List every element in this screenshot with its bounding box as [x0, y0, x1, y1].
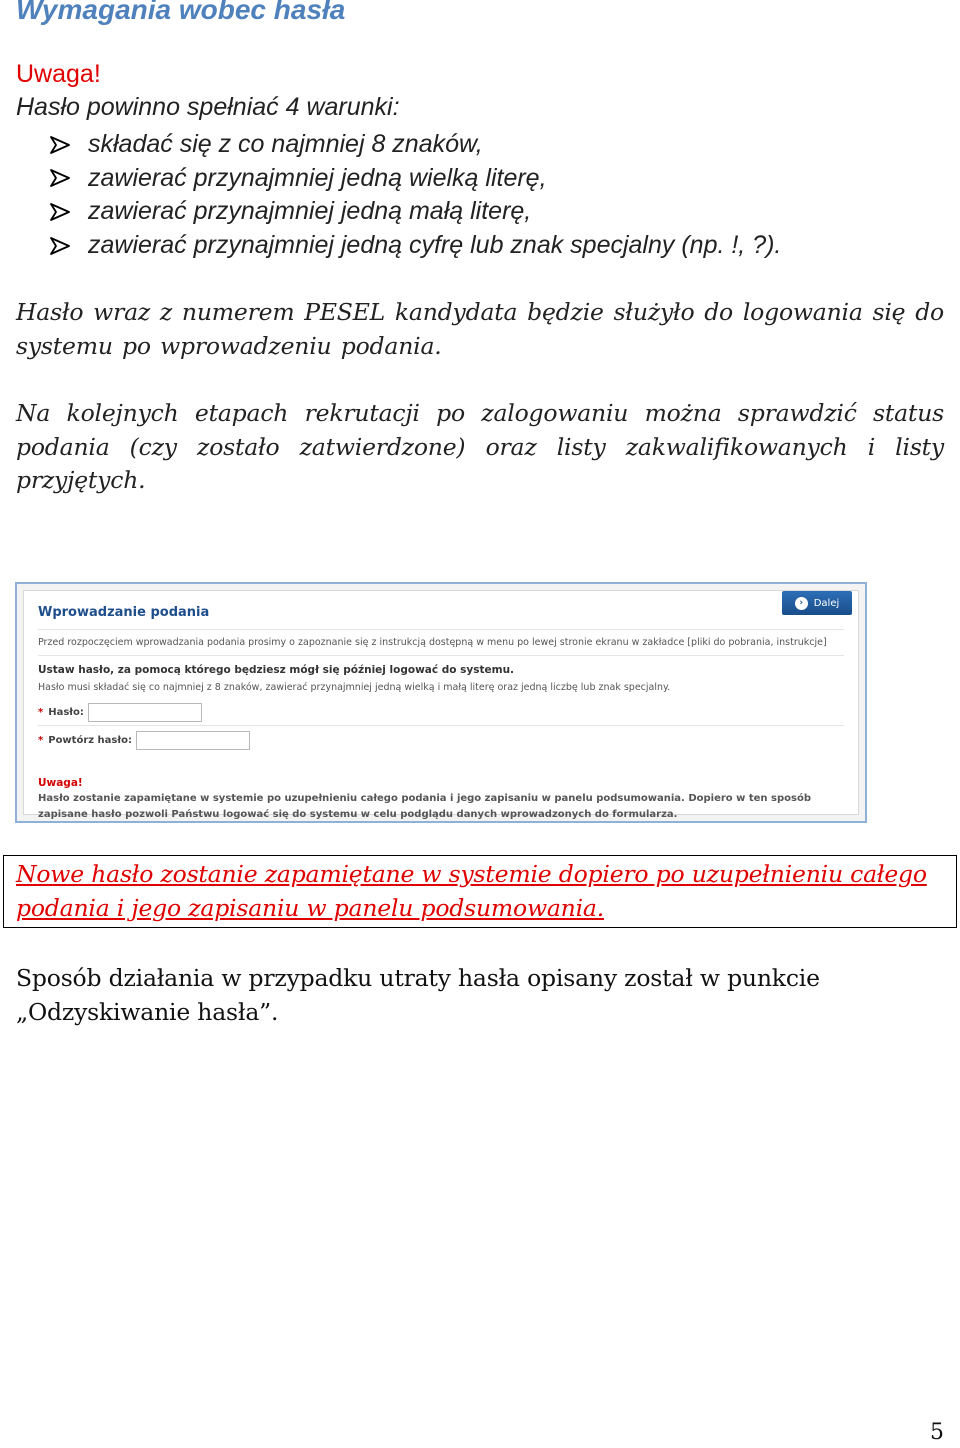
- list-item: [50, 128, 781, 162]
- instructions-text: Przed rozpoczęciem wprowadzania podania prosimy o zapoznanie się z instrukcją dostępną w menu po lewej stronie ekranu w zakładce [pliki do pobrania, instrukcje]: [38, 637, 827, 648]
- password-input[interactable]: [88, 703, 202, 722]
- password-rule-text: Hasło musi składać się co najmniej z 8 znaków, zawierać przynajmniej jedną wielką i małą literę oraz jedną liczbę lub znak specjalny.: [38, 682, 671, 693]
- requirement-text: zawierać przynajmniej jedną cyfrę lub znak specjalny (np. !, ?).: [88, 230, 782, 259]
- notice-text: Nowe hasło zostanie zapamiętane w systemie dopiero po uzupełnieniu całego podania i jego zapisaniu w panelu podsumowania.: [16, 860, 927, 922]
- list-item: [50, 162, 781, 196]
- arrow-bullet-icon: [50, 136, 88, 154]
- password-field-row: [38, 703, 202, 722]
- notice-box: [3, 855, 957, 928]
- recovery-text: Sposób działania w przypadku utraty hasła opisany został w punkcie „Odzyskiwanie hasła”.: [16, 964, 820, 1026]
- required-marker: *: [38, 707, 44, 718]
- requirement-text: zawierać przynajmniej jedną wielką literę,: [88, 163, 547, 192]
- arrow-right-icon: ›: [795, 597, 808, 610]
- requirements-list: [50, 128, 781, 262]
- paragraph-login: Hasło wraz z numerem PESEL kandydata będzie służyło do logowania się do systemu po wprowadzeniu podania.: [16, 298, 944, 360]
- paragraph-stages: Na kolejnych etapach rekrutacji po zalogowaniu można sprawdzić status podania (czy zostało zatwierdzone) oraz listy zakwalifikowanych i listy przyjętych.: [16, 399, 944, 495]
- list-item: [50, 195, 781, 229]
- repeat-password-label: Powtórz hasło:: [48, 735, 132, 746]
- requirement-text: zawierać przynajmniej jedną małą literę,: [88, 197, 532, 226]
- divider: [38, 655, 844, 656]
- repeat-password-input[interactable]: [136, 731, 250, 750]
- set-password-text: Ustaw hasło, za pomocą którego będziesz mógł się później logować do systemu.: [38, 664, 515, 676]
- next-button[interactable]: [782, 591, 852, 615]
- required-marker: *: [38, 735, 44, 746]
- page-heading: Wymagania wobec hasła: [16, 0, 346, 25]
- screenshot-warning: Uwaga!: [38, 777, 83, 789]
- next-button-label: Dalej: [813, 597, 840, 609]
- warning-title: Uwaga!: [16, 60, 101, 88]
- divider: [38, 629, 844, 630]
- requirement-text: składać się z co najmniej 8 znaków,: [88, 130, 483, 158]
- page-number: 5: [930, 1420, 944, 1445]
- password-label: Hasło:: [48, 707, 84, 718]
- list-item: [50, 229, 781, 263]
- repeat-password-field-row: [38, 731, 250, 750]
- screenshot-panel: [23, 590, 859, 820]
- screenshot-title: Wprowadzanie podania: [38, 605, 210, 620]
- screenshot-note: Hasło zostanie zapamiętane w systemie po uzupełnieniu całego podania i jego zapisaniu w panelu podsumowania. Dopiero w ten sposób zapisane hasło pozwoli Państwu logować się do systemu w celu podglądu danych wprowadzonych do formularza.: [38, 793, 811, 820]
- arrow-bullet-icon: [50, 237, 88, 255]
- divider: [38, 725, 844, 726]
- embedded-screenshot: [15, 582, 867, 823]
- requirements-intro: Hasło powinno spełniać 4 warunki:: [16, 93, 400, 121]
- arrow-bullet-icon: [50, 169, 88, 187]
- arrow-bullet-icon: [50, 203, 88, 221]
